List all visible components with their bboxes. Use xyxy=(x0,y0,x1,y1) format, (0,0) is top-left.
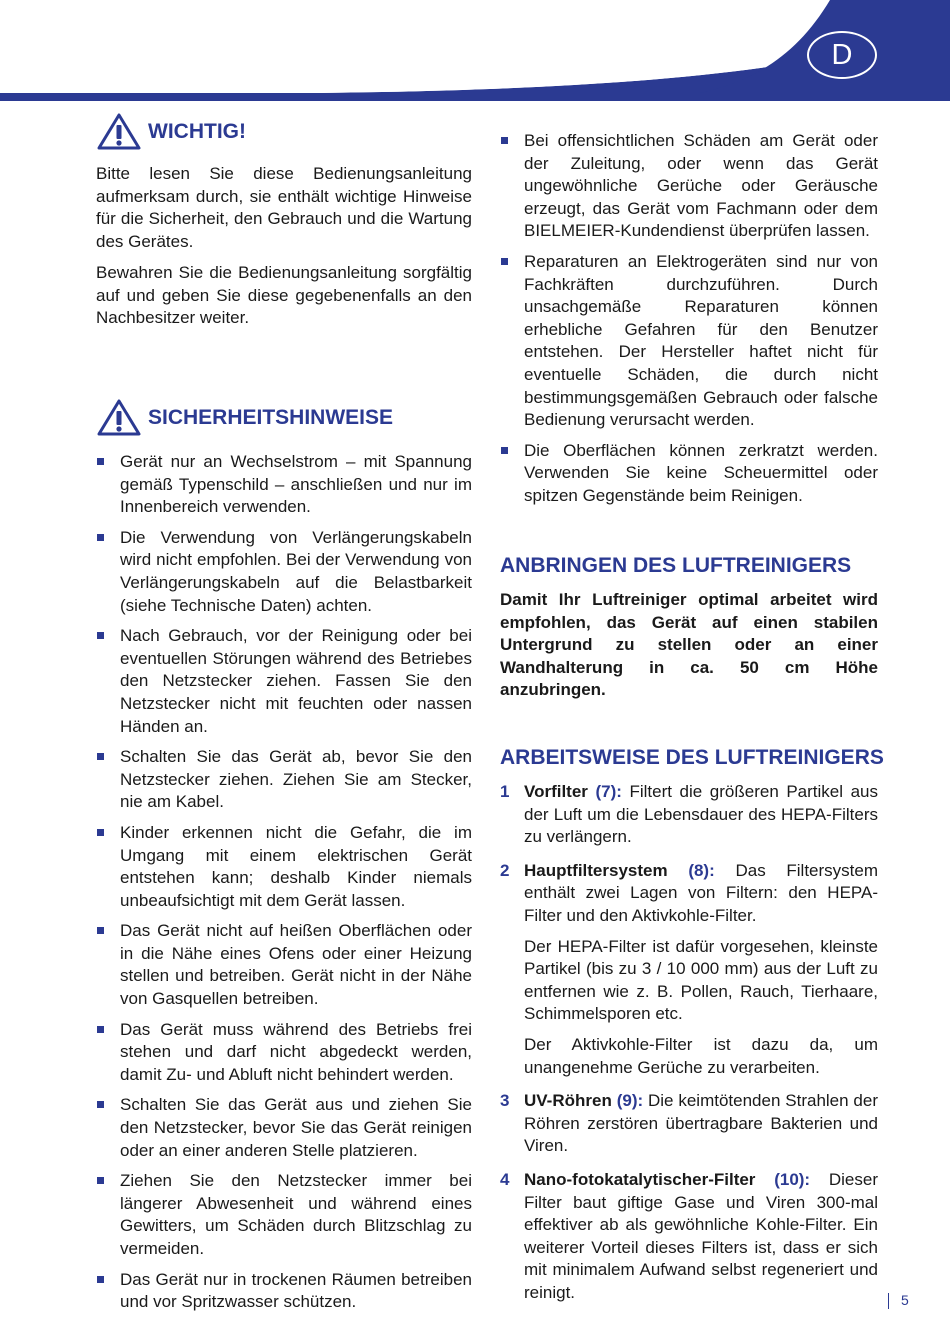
bullet-square-icon xyxy=(97,1101,104,1108)
bullet-square-icon xyxy=(97,829,104,836)
list-item: Reparaturen an Elektrogeräten sind nur von Fachkräften durchzuführen. Durch unsachgemäße Reparaturen können erhebliche Gefahren für den Benutzer entstehen. Der Hersteller haftet nicht für eventuelle Schäden, die durch nicht bestimmungsgemäßen Gebrauch oder falsche Bedienung verursacht werden. xyxy=(500,251,878,432)
safety-list-continued xyxy=(500,130,878,516)
bullet-square-icon xyxy=(501,258,508,265)
mounting-title: ANBRINGEN DES LUFTREINIGERS xyxy=(500,554,852,577)
list-item: 2 Hauptfiltersystem (8): Das Filtersystem enthält zwei Lagen von Filtern: den HEPA-Filter und den Aktivkohle-Filter. Der HEPA-Filter ist dafür vorgesehen, kleinste Partikel (bis zu 3 / 10 000 mm) aus der Luft zu entfernen wie z. B. Pollen, Rauch, Tierhaare, Schimmelsporen etc. Der Aktivkohle-Filter ist dazu da, um unangenehme Gerüche zu verarbeiten. xyxy=(500,860,878,1079)
list-item: Bei offensichtlichen Schäden am Gerät oder der Zuleitung, oder wenn das Gerät ungewöhnliche Gerüche oder Geräusche erzeugt, das Gerät vom Fachmann oder dem BIELMEIER-Kundendienst überprüfen lassen. xyxy=(500,130,878,243)
bullet-square-icon xyxy=(501,137,508,144)
bullet-square-icon xyxy=(97,1026,104,1033)
list-item: Das Gerät nur in trockenen Räumen betreiben und vor Spritzwasser schützen. xyxy=(96,1269,472,1314)
bullet-square-icon xyxy=(97,1177,104,1184)
list-item: Das Gerät muss während des Betriebs frei stehen und darf nicht abgedeckt werden, damit Zu- und Abluft nicht behindert werden. xyxy=(96,1019,472,1087)
bullet-square-icon xyxy=(97,534,104,541)
operation-title: ARBEITSWEISE DES LUFTREINIGERS xyxy=(500,746,884,769)
divider xyxy=(888,1293,889,1309)
bullet-square-icon xyxy=(97,632,104,639)
page-number: 5 xyxy=(888,1292,909,1309)
list-item: 1 Vorfilter (7): Filtert die größeren Partikel aus der Luft um die Lebensdauer des HEPA-Filters zu verlängern. xyxy=(500,782,878,847)
list-item: Die Oberflächen können zerkratzt werden. Verwenden Sie keine Scheuermittel oder spitzen Gegenstände beim Reinigen. xyxy=(500,440,878,508)
list-item: Die Verwendung von Verlängerungskabeln wird nicht empfohlen. Bei der Verwendung von Verlängerungskabeln auf die Belastbarkeit (siehe Technische Daten) achten. xyxy=(96,527,472,617)
mounting-text: Damit Ihr Luftreiniger optimal arbeitet wird empfohlen, das Gerät auf einen stabilen Untergrund zu stellen oder an einer Wandhalterung in ca. 50 cm Höhe anzubringen. xyxy=(500,590,878,700)
important-title: WICHTIG! xyxy=(148,120,246,143)
bullet-square-icon xyxy=(97,927,104,934)
language-badge: D xyxy=(807,31,877,79)
list-item: Schalten Sie das Gerät aus und ziehen Sie den Netzstecker, bevor Sie das Gerät reinigen oder an einer anderen Stelle platzieren. xyxy=(96,1094,472,1162)
bullet-square-icon xyxy=(501,447,508,454)
bullet-square-icon xyxy=(97,458,104,465)
safety-title: SICHERHEITSHINWEISE xyxy=(148,406,394,429)
safety-heading xyxy=(96,398,393,438)
carbon-description: Der Aktivkohle-Filter ist dazu da, um unangenehme Gerüche zu verarbeiten. xyxy=(524,1034,878,1077)
important-paragraph-1: Bitte lesen Sie diese Bedienungsanleitung aufmerksam durch, sie enthält wichtige Hinweise für die Sicherheit, den Gebrauch und die Wartung des Gerätes. xyxy=(96,164,472,251)
safety-list xyxy=(96,451,472,1322)
list-item: Schalten Sie das Gerät ab, bevor Sie den Netzstecker ziehen. Ziehen Sie am Stecker, nie am Kabel. xyxy=(96,746,472,814)
hepa-description: Der HEPA-Filter ist dafür vorgesehen, kleinste Partikel (bis zu 3 / 10 000 mm) aus der Luft zu entfernen wie z. B. Pollen, Rauch, Tierhaare, Schimmelsporen etc. xyxy=(524,936,878,1024)
operation-list xyxy=(500,781,878,1315)
bullet-square-icon xyxy=(97,753,104,760)
list-item: 3 UV-Röhren (9): Die keimtötenden Strahlen der Röhren zerstören übertragbare Bakterien und Viren. xyxy=(500,1091,878,1156)
important-heading xyxy=(96,112,246,152)
warning-icon xyxy=(96,112,142,152)
bullet-square-icon xyxy=(97,1276,104,1283)
list-item: Das Gerät nicht auf heißen Oberflächen oder in die Nähe eines Ofens oder einer Heizung stellen und betreiben. Gerät nicht in der Nähe von Gasquellen betreiben. xyxy=(96,920,472,1010)
important-paragraph-2: Bewahren Sie die Bedienungsanleitung sorgfältig auf und geben Sie diese gegebenenfalls an den Nachbesitzer weiter. xyxy=(96,263,472,328)
list-item: Ziehen Sie den Netzstecker immer bei längerer Abwesenheit und während eines Gewitters, um Schäden durch Blitzschlag zu vermeiden. xyxy=(96,1170,472,1260)
list-item: Kinder erkennen nicht die Gefahr, die im Umgang mit einem elektrischen Gerät entstehen kann; deshalb Kinder niemals unbeaufsichtigt mit dem Gerät lassen. xyxy=(96,822,472,912)
list-item: 4 Nano-fotokatalytischer-Filter (10): Dieser Filter baut giftige Gase und Viren 300-mal effektiver ab als gewöhnliche Kohle-Filter. Ein weiterer Vorteil dieses Filters ist, dass er sich mit minimalem Aufwand selbst regeneriert und reinigt. xyxy=(500,1169,878,1302)
warning-icon xyxy=(96,398,142,438)
list-item: Gerät nur an Wechselstrom – mit Spannung gemäß Typenschild – anschließen und nur im Innenbereich verwenden. xyxy=(96,451,472,519)
list-item: Nach Gebrauch, vor der Reinigung oder bei eventuellen Störungen während des Betriebes den Netzstecker ziehen. Fassen Sie den Netzstecker nicht mit feuchten oder nassen Händen an. xyxy=(96,625,472,738)
